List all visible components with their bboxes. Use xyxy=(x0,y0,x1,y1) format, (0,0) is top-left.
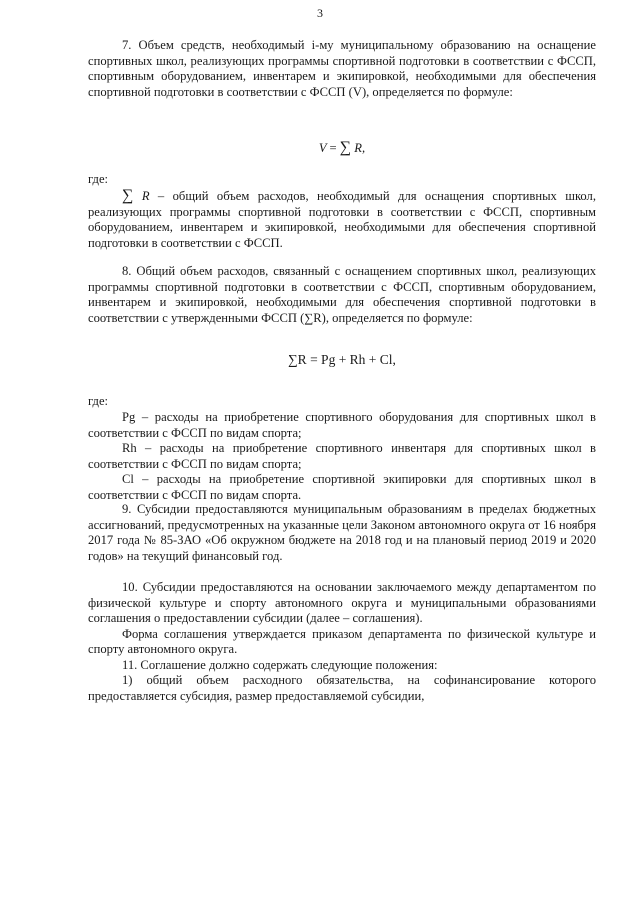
paragraph-11-item-1: 1) общий объем расходного обязательства, на софинансирование которого предоставляется субсидия, размер предоставляемой субсидии, xyxy=(88,673,596,703)
paragraph-7-text: 7. Объем средств, необходимый i-му муниципальному образованию на оснащение спортивных школ, реализующих программы спортивной подготовки в соответствии с ФССП, спортивным оборудованием, инвентарем и экипировкой, необходимыми для обеспечения спортивной подготовки в соответствии с ФССП (V), определяется по формуле: xyxy=(88,38,596,99)
definition-rh: Rh – расходы на приобретение спортивного инвентаря для спортивных школ в соответствии с ФССП по видам спорта; xyxy=(88,441,596,471)
paragraph-11-text: 11. Соглашение должно содержать следующие положения: xyxy=(122,657,438,672)
definition-sum-r-body: – общий объем расходов, необходимый для оснащения спортивных школ, реализующих программы спортивной подготовки в соответствии с ФССП, спортивным оборудованием, инвентарем и экипировкой, необходимыми для обеспечения спортивной подготовки в соответствии с ФССП. xyxy=(88,189,596,250)
definition-sum-symbol: ∑ xyxy=(122,187,134,204)
page-number: 3 xyxy=(317,6,323,20)
definition-cl: Cl – расходы на приобретение спортивной экипировки для спортивных школ в соответствии с ФССП по видам спорта. xyxy=(88,472,596,502)
paragraph-8 xyxy=(88,264,596,326)
where-text-1: где: xyxy=(88,172,109,186)
definition-list xyxy=(88,410,596,503)
definition-r-symbol: R xyxy=(141,189,150,203)
where-label-2 xyxy=(88,394,596,410)
formula-sum-r: ∑R = Pg + Rh + Cl, xyxy=(288,352,396,367)
definition-sum-r xyxy=(88,188,596,251)
formula-v-rhs: R, xyxy=(354,141,366,155)
paragraph-8-text: 8. Общий объем расходов, связанный с оснащением спортивных школ, реализующих программы спортивной подготовки в соответствии с ФССП, спортивным оборудованием, инвентарем и экипировкой, необходимыми для обеспечения спортивной подготовки в соответствии с утвержденными ФССП (∑R), определяется по формуле: xyxy=(88,264,596,325)
formula-v-eq: = xyxy=(329,141,337,155)
paragraph-7 xyxy=(88,38,596,100)
paragraph-10 xyxy=(88,580,596,704)
where-text-2: где: xyxy=(88,394,109,408)
paragraph-9-text: 9. Субсидии предоставляются муниципальным образованиям в пределах бюджетных ассигнований, предусмотренных на указанные цели Законом автономного округа от 16 ноября 2017 года № 85-ЗАО «Об окружном бюджете на 2018 год и на плановый период 2019 и 2020 годов» на текущий финансовый год. xyxy=(88,502,596,563)
formula-v-sum: ∑ xyxy=(339,139,352,156)
paragraph-form-text: Форма соглашения утверждается приказом департамента по физической культуре и спорту автономного округа. xyxy=(88,626,596,656)
definition-pg: Pg – расходы на приобретение спортивного оборудования для спортивных школ в соответствии с ФССП по видам спорта; xyxy=(88,410,596,440)
formula-v xyxy=(88,140,596,157)
where-label-1 xyxy=(88,172,596,188)
paragraph-9 xyxy=(88,502,596,564)
paragraph-10-text: 10. Субсидии предоставляются на основании заключаемого между департаментом по физической культуре и спорту автономного округа и муниципальными образованиями соглашения о предоставлении субсидии (далее – соглашения). xyxy=(88,580,596,625)
definition-sum-r-text xyxy=(88,188,596,251)
formula-v-lhs: V xyxy=(318,141,327,155)
